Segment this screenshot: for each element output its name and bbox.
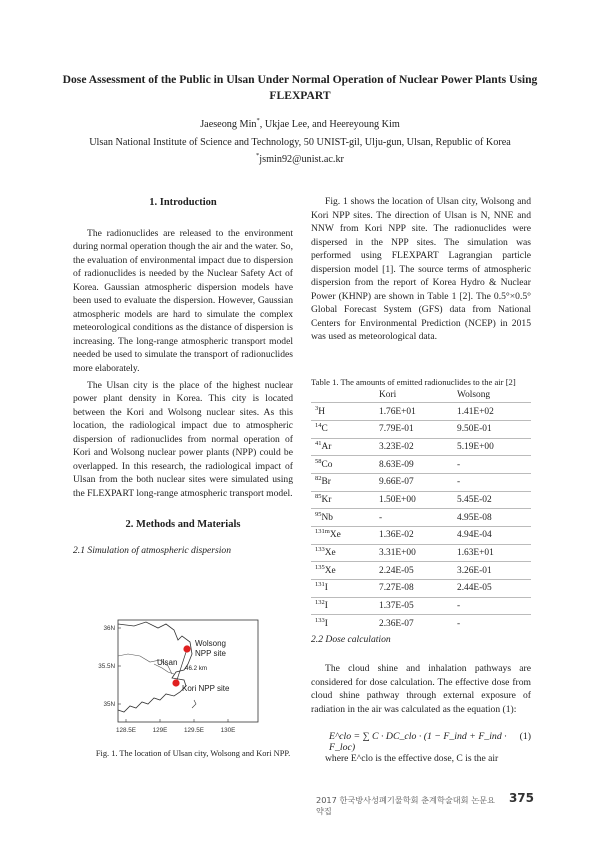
table-row [311, 597, 531, 615]
table-row [311, 456, 531, 474]
mass-number: 95 [315, 510, 322, 518]
table-1 [311, 387, 531, 632]
mass-number: 85 [315, 492, 322, 500]
mass-number: 58 [315, 457, 322, 465]
wolsong-cell: 5.19E+00 [453, 438, 531, 456]
page-number: 375 [508, 791, 534, 805]
nuclide-cell [311, 473, 375, 491]
mass-number: 41 [315, 439, 322, 447]
email-address: jsmin92@unist.ac.kr [259, 154, 344, 165]
dose-calculation-text [311, 662, 531, 716]
wolsong-cell: - [453, 473, 531, 491]
wolsong-cell: 9.50E-01 [453, 420, 531, 438]
nuclide-cell [311, 456, 375, 474]
lon-label-128-5: 128.5E [116, 727, 136, 734]
wolsong-label-2: NPP site [195, 649, 226, 658]
table-row [311, 491, 531, 509]
element-symbol: I [324, 601, 328, 612]
wolsong-cell: 4.94E-04 [453, 527, 531, 545]
nuclide-cell [311, 420, 375, 438]
mass-number: 14 [315, 422, 322, 430]
wolsong-cell: 1.63E+01 [453, 544, 531, 562]
where-line [311, 753, 531, 764]
methods-heading: 2. Methods and Materials [125, 519, 241, 531]
intro-paragraph-2: The Ulsan city is the place of the highest nuclear power plant density in Korea. This city is located between the Kori and Wolsong nuclear sites. As this location, the radiological impact due to atmospheric dispersion of radionuclides from normal operation of Kori and Wolsong nuclear power plants (NPP) could be overlapped. In this research, the radiological impact of Ulsan from the both nuclear sites were simulated using the FLEXPART long-range atmospheric transport model. [73, 379, 293, 499]
element-symbol: Xe [324, 565, 336, 576]
subsection-2-2: 2.2 Dose calculation [311, 634, 391, 645]
kori-cell: 3.23E-02 [375, 438, 453, 456]
author-first: Jaeseong Min [200, 119, 257, 130]
element-symbol: Xe [324, 548, 336, 559]
table-row [311, 509, 531, 527]
authors [0, 119, 600, 130]
email [0, 154, 600, 165]
where-text: where E^clo is the effective dose, C is the air [325, 753, 499, 764]
email-mark: * [256, 152, 260, 159]
figure-1-map [88, 612, 266, 740]
author-rest: , Ukjae Lee, and Heereyoung Kim [259, 119, 400, 130]
intro-heading: 1. Introduction [149, 197, 217, 208]
kori-cell: 2.24E-05 [375, 562, 453, 580]
kori-cell: 7.27E-08 [375, 580, 453, 598]
table-row [311, 615, 531, 632]
subsection-2-1: 2.1 Simulation of atmospheric dispersion [73, 545, 232, 557]
figure-1-caption: Fig. 1. The location of Ulsan city, Wolsong and Kori NPP. [95, 749, 291, 758]
element-symbol: Br [321, 477, 331, 488]
nuclide-cell [311, 615, 375, 632]
mass-number: 132 [315, 599, 325, 607]
kori-cell: - [375, 509, 453, 527]
table-header-kori: Kori [379, 389, 397, 400]
lat-label-36: 36N [103, 625, 115, 632]
element-symbol: H [318, 406, 326, 417]
kori-label: Kori NPP site [182, 684, 230, 693]
nuclide-cell [311, 597, 375, 615]
nuclide-cell [311, 403, 375, 421]
lon-label-129-5: 129.5E [184, 727, 204, 734]
nuclide-cell [311, 527, 375, 545]
table-row [311, 562, 531, 580]
table-row [311, 420, 531, 438]
kori-cell: 1.36E-02 [375, 527, 453, 545]
wolsong-cell: - [453, 597, 531, 615]
nuclide-cell [311, 438, 375, 456]
wolsong-cell: - [453, 615, 531, 632]
table-row [311, 403, 531, 421]
nuclide-cell [311, 580, 375, 598]
element-symbol: Co [321, 459, 333, 470]
left-column [73, 197, 293, 558]
nuclide-cell [311, 509, 375, 527]
corresponding-mark: * [256, 117, 260, 124]
lon-label-130: 130E [220, 727, 236, 734]
wolsong-cell: 2.44E-05 [453, 580, 531, 598]
kori-cell: 2.36E-07 [375, 615, 453, 632]
table-header-wolsong: Wolsong [457, 389, 491, 400]
mass-number: 133 [315, 546, 325, 554]
dose-paragraph-1: The cloud shine and inhalation pathways are considered for dose calculation. The effective dose from cloud shine pathway through external exposure of radiation in the air was calculated as the equation (1): [311, 663, 531, 715]
wolsong-cell: 1.41E+02 [453, 403, 531, 421]
intro-paragraph-1: The radionuclides are released to the environment during normal operation though the air and the water. So, the evaluation of environmental impact due to dispersion of radionuclides is needed by the Nuclear Safety Act of Korea. Gaussian atmospheric dispersion models have been used to evaluate the dispersion. However, Gaussian atmospheric models are hard to simulate the complex meteorological conditions as the distance of dispersion is increasing. The long-range atmospheric transport model needed be used to simulate the transport of radionuclides more elaborately. [73, 227, 293, 375]
lat-label-35-5: 35.5N [98, 663, 115, 670]
distance-label: 46.2 km [185, 665, 208, 672]
table-header-nuclide [311, 387, 375, 403]
table-1-caption: Table 1. The amounts of emitted radionuclides to the air [2] [311, 377, 516, 387]
lat-label-35: 35N [103, 701, 115, 708]
element-symbol: Nb [321, 512, 333, 523]
page-footer [316, 791, 534, 816]
right-paragraph-1: Fig. 1 shows the location of Ulsan city, Wolsong and Kori NPP sites. The direction of Ulsan is N, NNE and NNW from Kori NPP site. The radionuclides were dispersed in the NPP sites. The simulation was performed using FLEXPART Lagrangian particle dispersion model [1]. The source terms of atmospheric dispersion from the report of Korea Hydro & Nuclear Power (KHNP) are shown in Table 1 [2]. The 0.5°×0.5° Global Forecast System (GFS) data from National Centers for Environmental Prediction (NCEP) in 2015 was used as meteorological data. [311, 196, 531, 343]
wolsong-cell: - [453, 456, 531, 474]
right-column [311, 195, 531, 344]
element-symbol: Ar [321, 441, 332, 452]
mass-number: 131m [315, 528, 330, 536]
element-symbol: Xe [329, 530, 341, 541]
kori-cell: 1.50E+00 [375, 491, 453, 509]
kori-marker [172, 679, 179, 686]
nuclide-cell [311, 562, 375, 580]
lon-label-129: 129E [152, 727, 168, 734]
mass-number: 133 [315, 616, 325, 624]
conference-name: 2017 한국방사성폐기물학회 춘계학술대회 논문요약집 [316, 795, 495, 816]
nuclide-cell [311, 544, 375, 562]
table-header-row [311, 387, 531, 403]
kori-cell: 1.37E-05 [375, 597, 453, 615]
element-symbol: I [324, 618, 328, 629]
table-row [311, 580, 531, 598]
kori-cell: 7.79E-01 [375, 420, 453, 438]
mass-number: 135 [315, 563, 325, 571]
mass-number: 82 [315, 475, 322, 483]
wolsong-label-1: Wolsong [195, 639, 226, 648]
table-row [311, 544, 531, 562]
kori-cell: 3.31E+00 [375, 544, 453, 562]
element-symbol: Kr [321, 494, 332, 505]
element-symbol: C [321, 424, 328, 435]
wolsong-cell: 3.26E-01 [453, 562, 531, 580]
table-row [311, 438, 531, 456]
paper-title: Dose Assessment of the Public in Ulsan Under Normal Operation of Nuclear Power Plants Using FLEXPART [62, 73, 538, 102]
wolsong-marker [183, 645, 190, 652]
equation-expression: E^clo = ∑ C · DC_clo · (1 − F_ind + F_ind · F_loc) [329, 731, 507, 753]
element-symbol: I [324, 583, 328, 594]
kori-cell: 9.66E-07 [375, 473, 453, 491]
ulsan-label: Ulsan [157, 658, 178, 667]
mass-number: 131 [315, 581, 325, 589]
kori-cell: 1.76E+01 [375, 403, 453, 421]
kori-cell: 8.63E-09 [375, 456, 453, 474]
mass-number: 3 [315, 404, 319, 412]
wolsong-cell: 5.45E-02 [453, 491, 531, 509]
table-row [311, 527, 531, 545]
table-row [311, 473, 531, 491]
nuclide-cell [311, 491, 375, 509]
wolsong-cell: 4.95E-08 [453, 509, 531, 527]
affiliation: Ulsan National Institute of Science and Technology, 50 UNIST-gil, Ulju-gun, Ulsan, Republic of Korea [89, 137, 511, 148]
equation-number: (1) [519, 731, 531, 742]
